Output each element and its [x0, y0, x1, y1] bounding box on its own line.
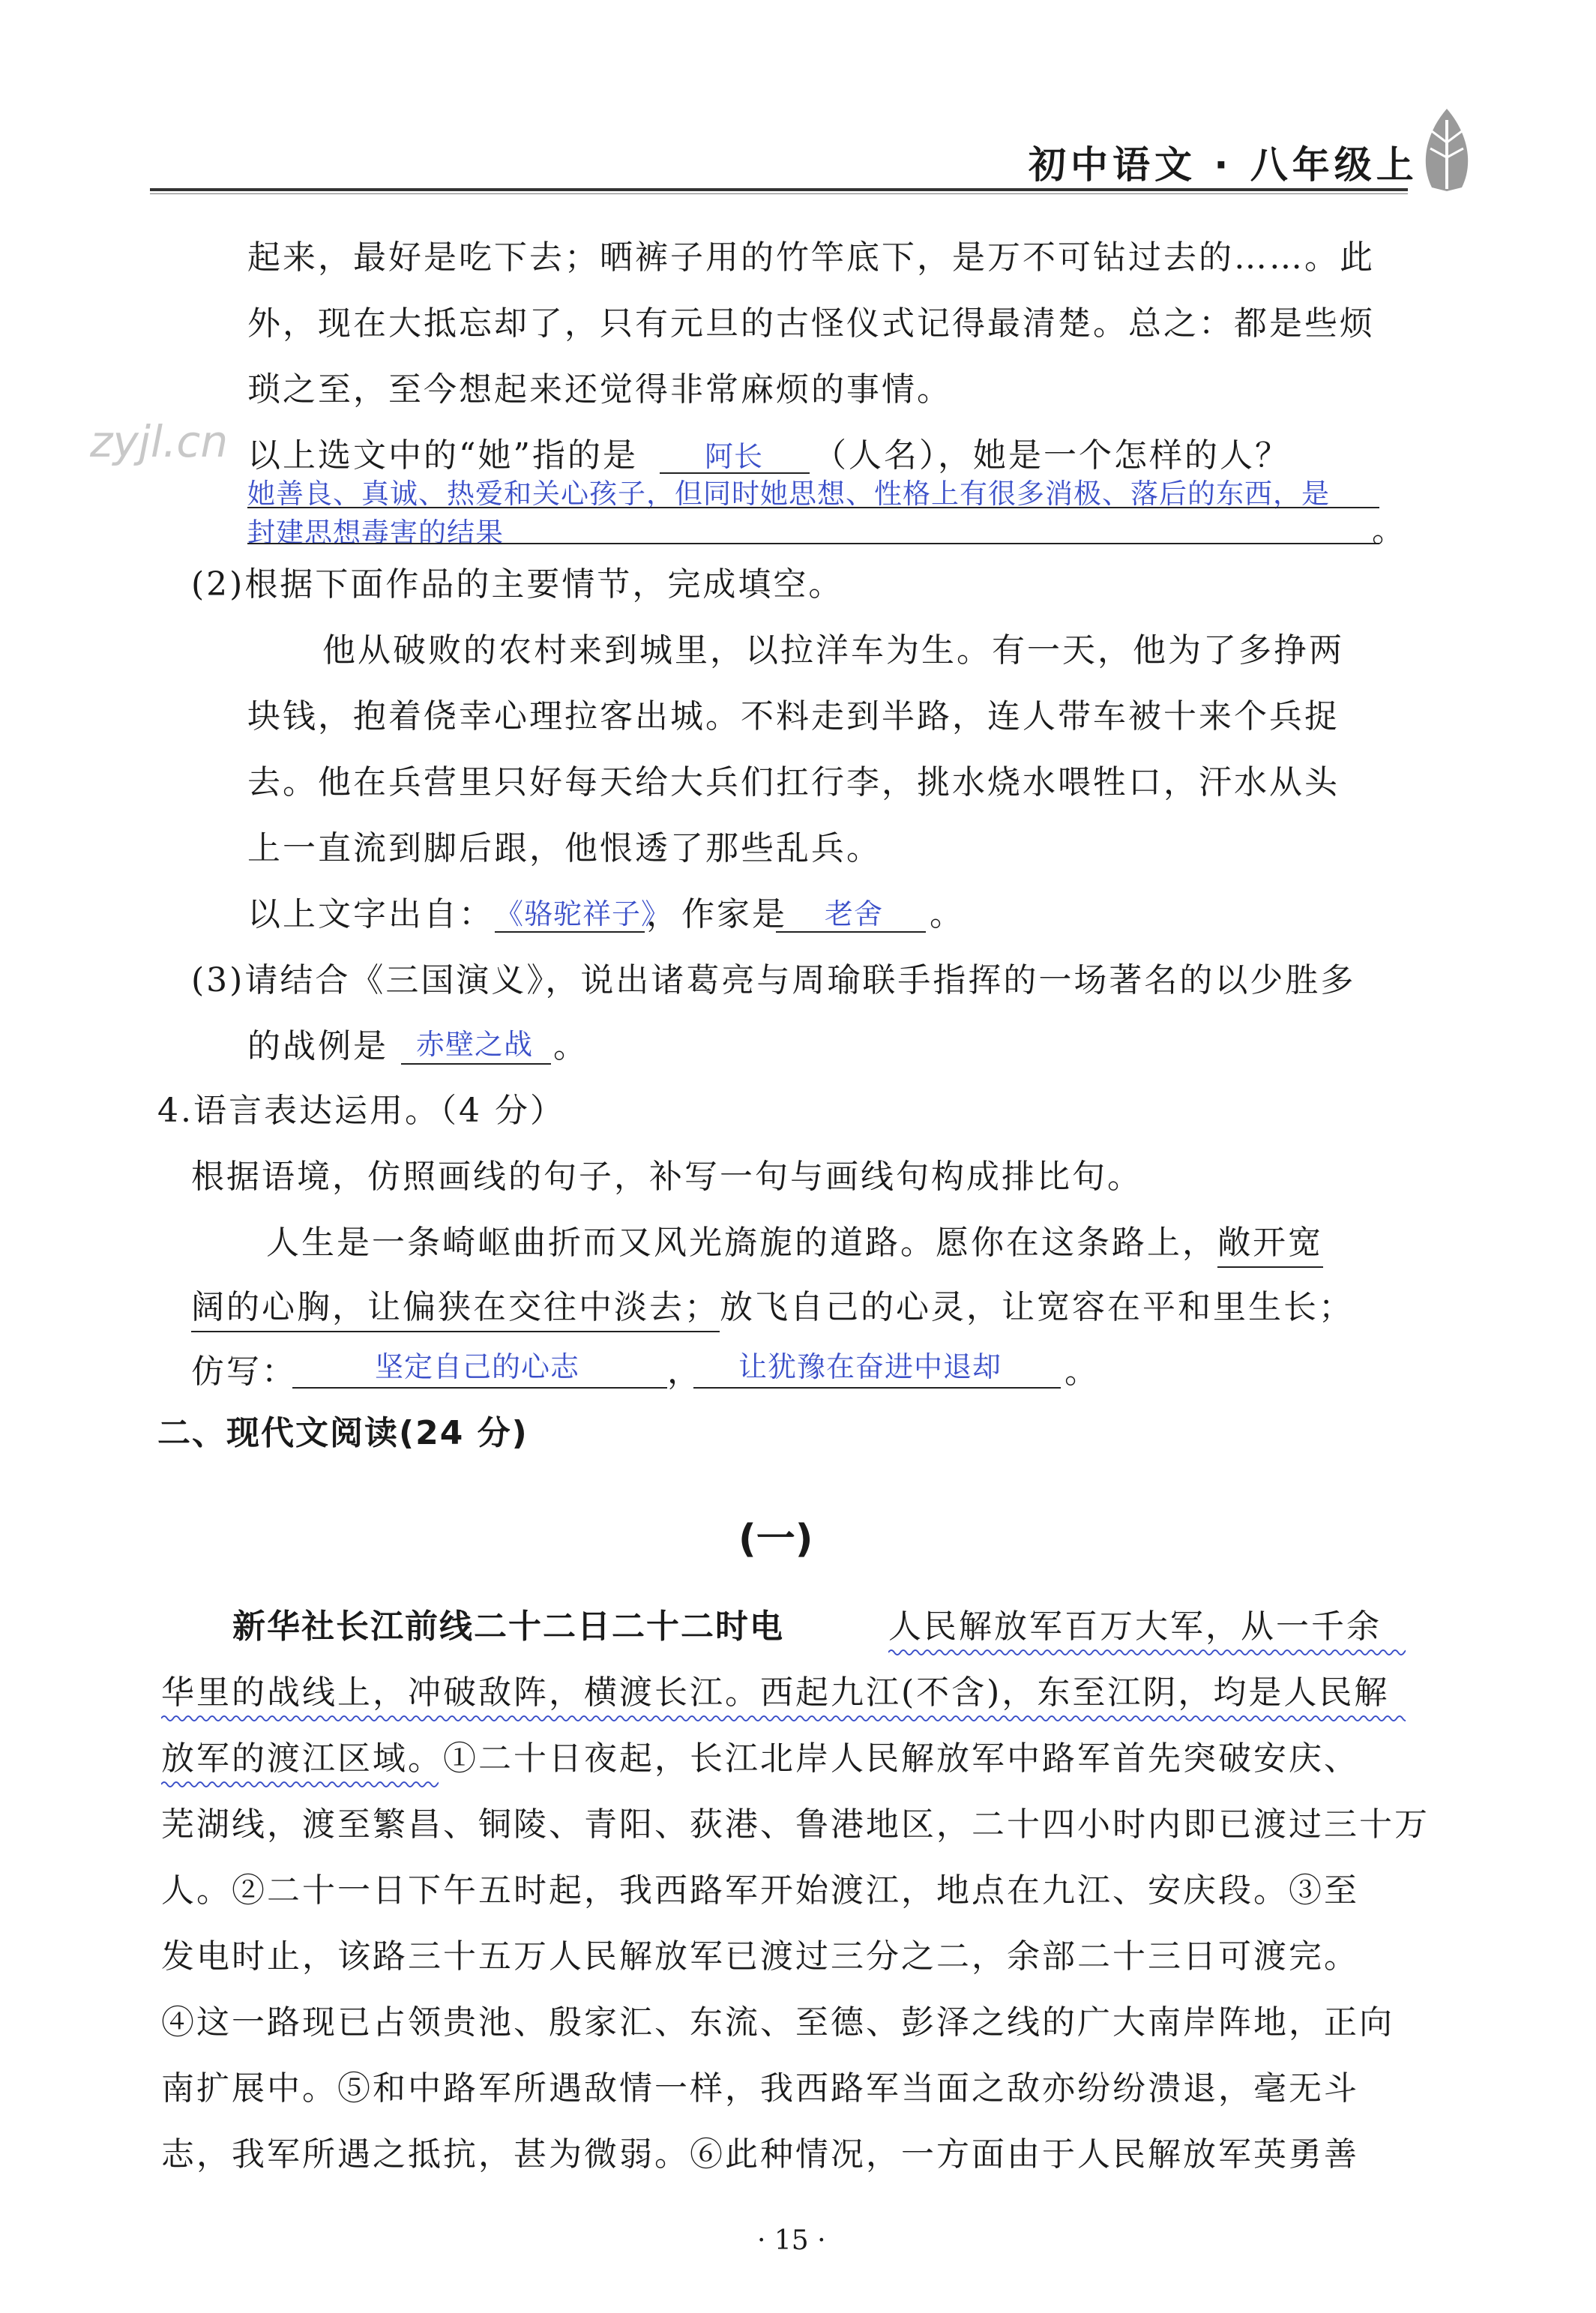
- q4-answer1: 坚定自己的心志: [375, 1350, 580, 1383]
- q4-imitate-prefix: 仿写：: [191, 1353, 297, 1391]
- news-wave-underline-2: [161, 1712, 1406, 1723]
- watermark-text: zyjl.cn: [90, 416, 229, 467]
- q1-line-1: 起来，最好是吃下去；晒裤子用的竹竿底下，是万不可钻过去的……。此: [247, 238, 1375, 277]
- news-line-3-wavy: 放军的渡江区域。: [161, 1739, 443, 1778]
- q2-passage-line-2: 块钱，抱着侥幸心理拉客出城。不料走到半路，连人带车被十来个兵捉: [247, 697, 1340, 736]
- q2-author-answer: 老舍: [825, 897, 884, 930]
- news-line-3: [161, 1739, 1359, 1778]
- news-line-9: 志，我军所遇之抵抗，甚为微弱。⑥此种情况，一方面由于人民解放军英勇善: [161, 2135, 1359, 2174]
- q4-end-mark: 。: [1064, 1353, 1100, 1391]
- q4-answer2-blank: [693, 1387, 1061, 1389]
- news-wave-underline-1: [888, 1646, 1406, 1657]
- page-header-title: 初中语文 · 八年级上: [1029, 143, 1418, 187]
- q2-passage-line-4: 上一直流到脚后跟，他恨透了那些乱兵。: [247, 829, 882, 867]
- news-line-1-wavy: 人民解放军百万大军，从一千余: [888, 1607, 1382, 1646]
- news-wave-underline-3: [161, 1778, 439, 1789]
- q4-answer2: 让犹豫在奋进中退却: [738, 1350, 1002, 1383]
- q3-answer: 赤壁之战: [416, 1028, 534, 1061]
- q1-answer-line-2-rule: [247, 543, 1379, 544]
- q4-passage-underlined-2: 阔的心胸，让偏狭在交往中淡去；: [191, 1288, 720, 1332]
- q1-question-suffix: （人名），她是一个怎样的人？: [813, 436, 1290, 475]
- q2-passage-line-3: 去。他在兵营里只好每天给大兵们扛行李，挑水烧水喂牲口，汗水从头: [247, 763, 1340, 801]
- q2-source-prefix: 以上文字出自：: [247, 895, 494, 933]
- page-number: · 15 ·: [757, 2225, 826, 2256]
- q4-passage-line-2: [191, 1288, 1354, 1326]
- q4-comma: ，: [667, 1353, 702, 1391]
- q4-instruction: 根据语境，仿照画线的句子，补写一句与画线句构成排比句。: [191, 1158, 1142, 1196]
- q4-passage-underlined-1: 敞开宽: [1217, 1224, 1323, 1268]
- q3-line-2-prefix: 的战例是: [247, 1027, 388, 1065]
- header-rule-thin: [150, 193, 1408, 194]
- news-line-5: 人。②二十一日下午五时起，我西路军开始渡江，地点在九江、安庆段。③至: [161, 1871, 1359, 1910]
- q3-answer-blank: [401, 1063, 551, 1065]
- q4-passage-plain-1: 人生是一条崎岖曲折而又风光旖旎的道路。愿你在这条路上，: [266, 1224, 1217, 1262]
- section2-title: 二、现代文阅读(24 分): [157, 1414, 529, 1452]
- q2-author-prefix: ，作家是: [646, 895, 787, 933]
- leaf-logo-icon: [1409, 105, 1484, 195]
- q1-answer-line-1: 她善良、真诚、热爱和关心孩子，但同时她思想、性格上有很多消极、落后的东西，是: [247, 478, 1330, 510]
- q4-answer1-blank: [292, 1387, 667, 1389]
- news-line-2-wavy: 华里的战线上，冲破敌阵，横渡长江。西起九江(不含)，东至江阴，均是人民解: [161, 1673, 1390, 1712]
- q4-passage-line-1: [266, 1224, 1323, 1262]
- q3-end-mark: 。: [553, 1027, 588, 1065]
- section2-part-label: (一): [738, 1517, 813, 1562]
- q1-answer-name: 阿长: [705, 440, 764, 473]
- q1-answer-line-1-rule: [247, 507, 1379, 508]
- q1-line-3: 琐之至，至今想起来还觉得非常麻烦的事情。: [247, 370, 952, 409]
- news-line-3-rest: ①二十日夜起，长江北岸人民解放军中路军首先突破安庆、: [443, 1739, 1359, 1778]
- q1-end-mark: 。: [1372, 511, 1407, 550]
- q1-question-prefix: 以上选文中的“她”指的是: [247, 436, 638, 475]
- q3-line-1: (3)请结合《三国演义》，说出诸葛亮与周瑜联手指挥的一场著名的以少胜多: [191, 961, 1356, 999]
- q1-answer-line-2: 封建思想毒害的结果: [247, 517, 504, 549]
- news-line-8: 南扩展中。⑤和中路军所遇敌情一样，我西路军当面之敌亦纷纷溃退，毫无斗: [161, 2069, 1359, 2108]
- q4-passage-plain-2: 放飞自己的心灵，让宽容在平和里生长；: [720, 1288, 1354, 1326]
- header-rule: [150, 188, 1408, 191]
- q2-source-answer: 《骆驼祥子》: [495, 897, 671, 930]
- news-line-4: 芜湖线，渡至繁昌、铜陵、青阳、荻港、鲁港地区，二十四小时内即已渡过三十万: [161, 1805, 1430, 1844]
- news-line-7: ④这一路现已占领贵池、殷家汇、东流、至德、彭泽之线的广大南岸阵地，正向: [161, 2003, 1394, 2042]
- q2-passage-line-1: 他从破败的农村来到城里，以拉洋车为生。有一天，他为了多挣两: [322, 631, 1344, 670]
- q2-end-mark: 。: [930, 895, 965, 933]
- q4-title: 4.语言表达运用。（4 分）: [157, 1092, 565, 1130]
- news-dateline: 新华社长江前线二十二日二十二时电: [232, 1607, 784, 1646]
- q1-line-2: 外，现在大抵忘却了，只有元旦的古怪仪式记得最清楚。总之：都是些烦: [247, 304, 1375, 343]
- news-line-6: 发电时止，该路三十五万人民解放军已渡过三分之二，余部二十三日可渡完。: [161, 1937, 1359, 1976]
- q2-title: (2)根据下面作品的主要情节，完成填空。: [191, 565, 844, 604]
